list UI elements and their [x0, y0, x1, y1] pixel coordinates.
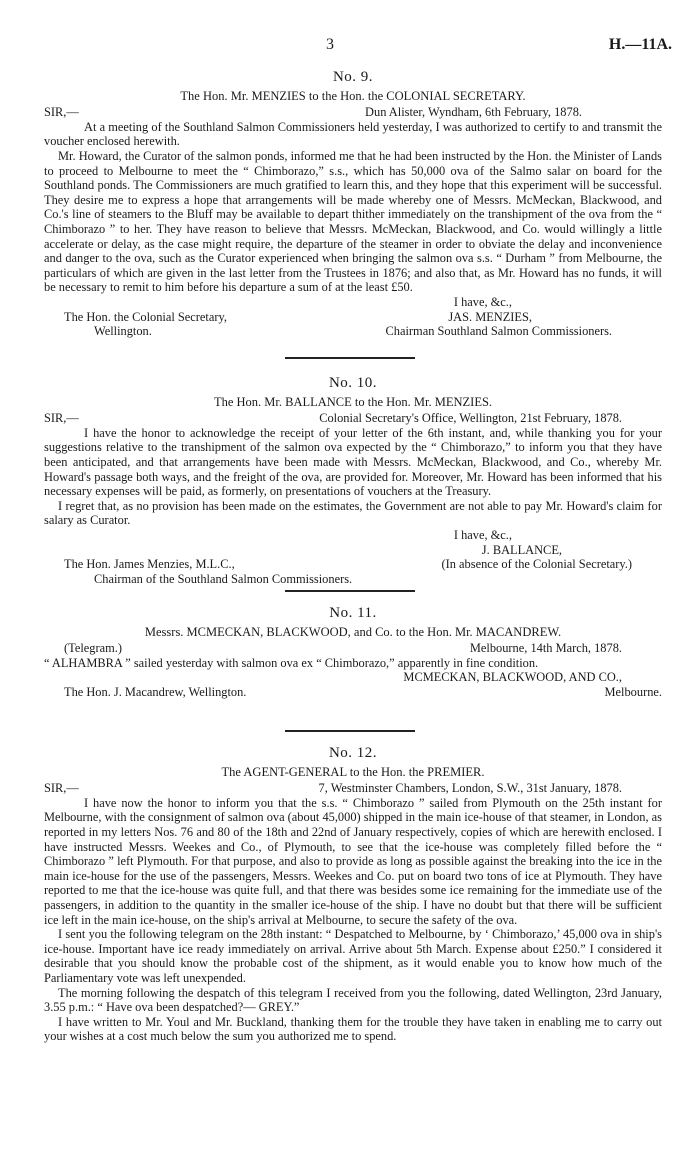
paragraph: Mr. Howard, the Curator of the salmon ponds, informed me that he had been instructed by the Hon. the Minister of Lands to proceed to Melbourne to meet the “ Chimborazo,” s.s., which has 50,000 ova of the Salmo salar on board for the Southland ponds. The Commissioners are much gratified to learn this, and they hope that this experiment will be successful. They desire me to express a hope that arrangements will be made whereby one of Messrs. McMeckan, Blackwood, and Co.'s line of steamers to the Bluff may be available to depart thither immediately on the transhipment of the ova from the “ Chimborazo ” to her. They have reason to believe that Messrs. McMeckan, Blackwood, and Co. would willingly a little accelerate or delay, as the case might require, the departure of the steamer in order to obviate the delay and inconvenience and danger to the ova, such as the Curator experienced when bringing the salmon ova s.s. “ Durham ” from Melbourne, the particulars of which are given in the last letter from the Trustees in 1876; and also that, as Mr. Howard has no funds, it will be necessary to remit to him before his departure a sum of at the least £50. — [44, 148, 662, 295]
letter-no-12 — [44, 746, 662, 1044]
signature: JAS. MENZIES, — [448, 309, 532, 324]
letter-number: No. 10. — [328, 375, 378, 391]
paragraph: At a meeting of the Southland Salmon Commissioners held yesterday, I was authorized to certify to and transmit the voucher enclosed herewith. — [44, 119, 662, 149]
salutation: SIR,— — [44, 105, 79, 120]
place-date: Melbourne, 14th March, 1878. — [469, 641, 622, 656]
letter-no-10 — [44, 376, 662, 586]
letter-no-11 — [44, 606, 662, 700]
addressee: The Hon. the Colonial Secretary, — [64, 309, 227, 324]
salutation: SIR,— — [44, 781, 79, 796]
telegram-label: (Telegram.) — [64, 641, 122, 656]
signature: MCMECKAN, BLACKWOOD, AND CO., — [403, 670, 622, 685]
closing: I have, &c., — [453, 294, 512, 309]
letter-number: No. 9. — [332, 69, 374, 85]
signature-note: (In absence of the Colonial Secretary.) — [441, 557, 632, 572]
paragraph: I have now the honor to inform you that the s.s. “ Chimborazo ” sailed from Plymouth on the 25th instant for Melbourne, with the consignment of salmon ova (about 45,000) shipped in the main ice-house of that steamer, in London, as reported in my letters Nos. 76 and 80 of the 18th and 22nd of January respectively, copies of which are herewith enclosed. I have instructed Messrs. Weekes and Co., of Plymouth, to see that the ice-house was completely filled before the “ Chimborazo ” left Plymouth. For that purpose, and also to provide as long as possible against the breaking into the ice in the main ice-house for the use of the passengers, Messrs. Weekes and Co. put on board two tons of ice at Plymouth. They have reported to me that the ice-house was quite full, and that there was besides some ice remaining for the immediate use of the passengers, in addition to the quantity in the smaller ice-house of the ship. I have no doubt but that there will be sufficient ice left in the main ice-house, on the ship's arrival at Melbourne, to secure the safety of the ova. — [44, 795, 662, 927]
section-rule — [285, 357, 415, 359]
place-date: Colonial Secretary's Office, Wellington, 21st February, 1878. — [319, 411, 622, 426]
signature-title: Chairman Southland Salmon Commissioners. — [385, 324, 612, 339]
section-rule — [285, 730, 415, 732]
paragraph: I have written to Mr. Youl and Mr. Buckland, thanking them for the trouble they have taken in enabling me to carry out your wishes at a cost much below the sum you authorized me to spend. — [44, 1014, 662, 1044]
addressee: The Hon. James Menzies, M.L.C., — [64, 557, 235, 572]
letter-title: Messrs. MCMECKAN, BLACKWOOD, and Co. to the Hon. Mr. MACANDREW. — [144, 624, 562, 639]
letter-title: The Hon. Mr. MENZIES to the Hon. the COLONIAL SECRETARY. — [180, 88, 526, 103]
document-reference: H.—11A. — [608, 36, 672, 53]
letter-number: No. 11. — [329, 605, 377, 621]
paragraph: I have the honor to acknowledge the receipt of your letter of the 6th instant, and, while thanking you for your suggestions relative to the transhipment of the salmon ova expected by the “ Chimborazo,” to inform you that they have been anticipated, and that arrangements have been made with Messrs. McMeckan, Blackwood, and Co., whereby Mr. Howard's passage both ways, and the freight of the ova, are provided for. Moreover, Mr. Howard has been informed that his necessary expenses will be paid, as formerly, on presentations of vouchers at the Treasury. — [44, 425, 662, 499]
letter-no-9 — [44, 70, 662, 339]
salutation: SIR,— — [44, 411, 79, 426]
addressee: The Hon. J. Macandrew, Wellington. — [64, 684, 247, 699]
paragraph: I regret that, as no provision has been made on the estimates, the Government are not able to pay Mr. Howard's claim for salary as Curator. — [44, 498, 662, 528]
signature-place: Melbourne. — [604, 684, 662, 699]
letter-title: The AGENT-GENERAL to the Hon. the PREMIER. — [221, 764, 485, 779]
place-date: Dun Alister, Wyndham, 6th February, 1878. — [365, 105, 582, 120]
signature: J. BALLANCE, — [481, 542, 562, 557]
letter-number: No. 12. — [328, 745, 378, 761]
closing: I have, &c., — [453, 527, 512, 542]
letter-title: The Hon. Mr. BALLANCE to the Hon. Mr. MENZIES. — [213, 394, 493, 409]
paragraph: The morning following the despatch of this telegram I received from you the following, dated Wellington, 23rd January, 3.55 p.m.: “ Have ova been despatched?— GREY.” — [44, 985, 662, 1015]
section-rule — [285, 590, 415, 592]
place-date: 7, Westminster Chambers, London, S.W., 31st January, 1878. — [318, 781, 622, 796]
page-number: 3 — [326, 36, 334, 53]
paragraph: I sent you the following telegram on the 28th instant: “ Despatched to Melbourne, by ‘ Chimborazo,’ 45,000 ova in ship's ice-house. Important have ice ready immediately on arrival. Arrive about 5th March. Expense about £250.” I considered it desirable that you should know the probable cost of the shipment, as it would enable you to know how much of the Parliamentary vote was left unexpended. — [44, 927, 662, 985]
addressee-title: Chairman of the Southland Salmon Commissioners. — [94, 571, 353, 586]
addressee-city: Wellington. — [94, 324, 152, 339]
telegram-body: “ ALHAMBRA ” sailed yesterday with salmon ova ex “ Chimborazo,” apparently in fine condition. — [44, 655, 539, 670]
